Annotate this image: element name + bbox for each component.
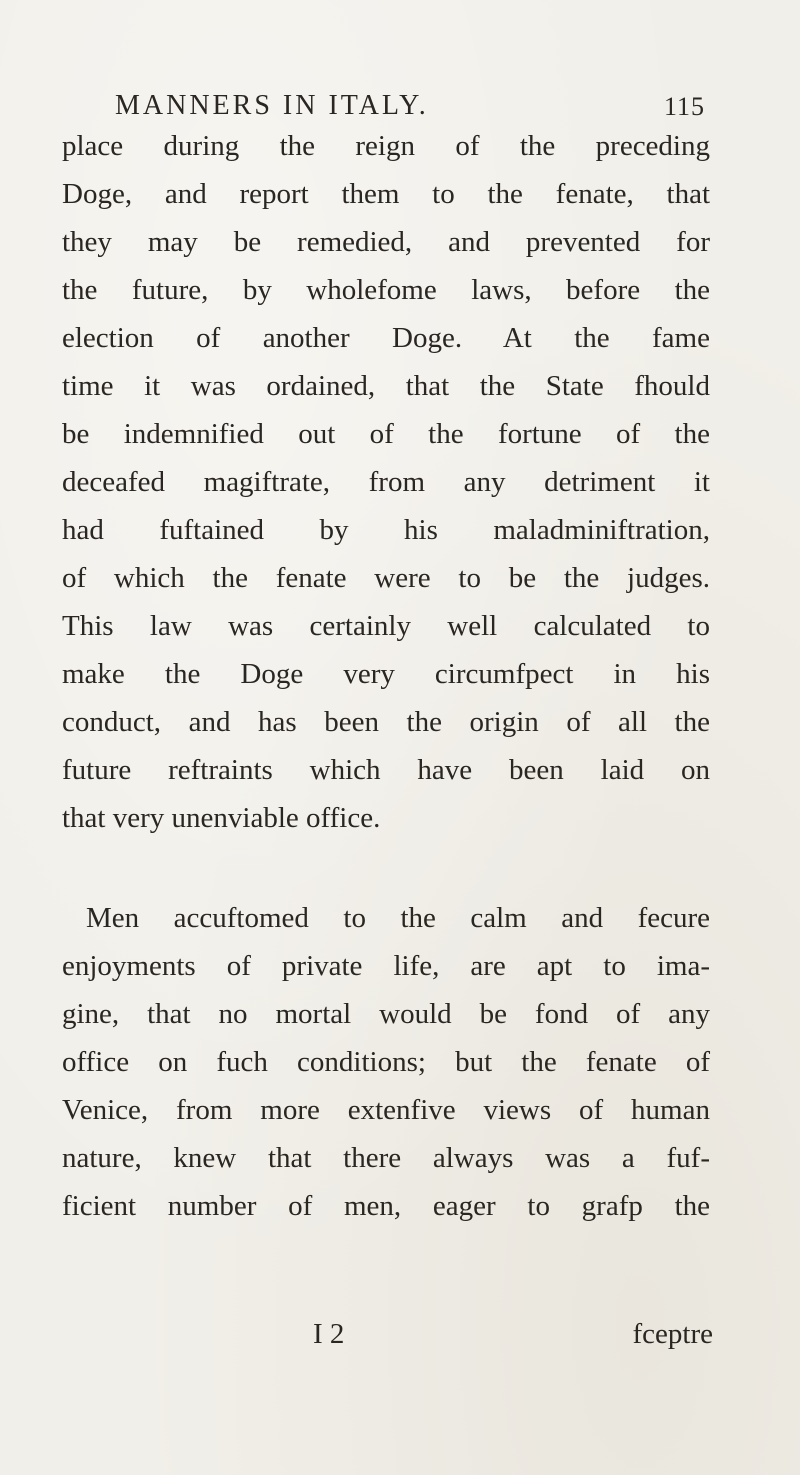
text-line: make the Doge very circumfpect in his bbox=[62, 658, 710, 690]
page-footer bbox=[313, 1318, 713, 1358]
text-line: they may be remedied, and prevented for bbox=[62, 226, 710, 258]
text-line: Venice, from more extenfive views of human bbox=[62, 1094, 710, 1126]
text-line: future reftraints which have been laid on bbox=[62, 754, 710, 786]
text-line: ficient number of men, eager to grafp the bbox=[62, 1190, 710, 1222]
running-head-title: MANNERS IN ITALY. bbox=[115, 90, 429, 121]
text-line: gine, that no mortal would be fond of any bbox=[62, 998, 710, 1030]
text-line: had fuftained by his maladminiftration, bbox=[62, 514, 710, 546]
text-line: deceafed magiftrate, from any detriment it bbox=[62, 466, 710, 498]
text-line: conduct, and has been the origin of all the bbox=[62, 706, 710, 738]
text-line: time it was ordained, that the State fhould bbox=[62, 370, 710, 402]
text-line: Doge, and report them to the fenate, that bbox=[62, 178, 710, 210]
text-line: place during the reign of the preceding bbox=[62, 130, 710, 162]
catchword: fceptre bbox=[632, 1318, 713, 1350]
text-line: election of another Doge. At the fame bbox=[62, 322, 710, 354]
text-line: of which the fenate were to be the judges. bbox=[62, 562, 710, 594]
page-number: 115 bbox=[663, 92, 705, 121]
text-line: Men accuftomed to the calm and fecure bbox=[86, 902, 710, 934]
text-line: nature, knew that there always was a fuf- bbox=[62, 1142, 710, 1174]
body-text bbox=[62, 122, 710, 1230]
signature-mark: I 2 bbox=[313, 1318, 345, 1350]
text-line: office on fuch conditions; but the fenate of bbox=[62, 1046, 710, 1078]
text-line: enjoyments of private life, are apt to ima- bbox=[62, 950, 710, 982]
text-line: This law was certainly well calculated to bbox=[62, 610, 710, 642]
text-line: that very unenviable office. bbox=[62, 802, 381, 834]
text-line: be indemnified out of the fortune of the bbox=[62, 418, 710, 450]
text-line: the future, by wholefome laws, before the bbox=[62, 274, 710, 306]
paragraph-gap bbox=[62, 842, 710, 894]
